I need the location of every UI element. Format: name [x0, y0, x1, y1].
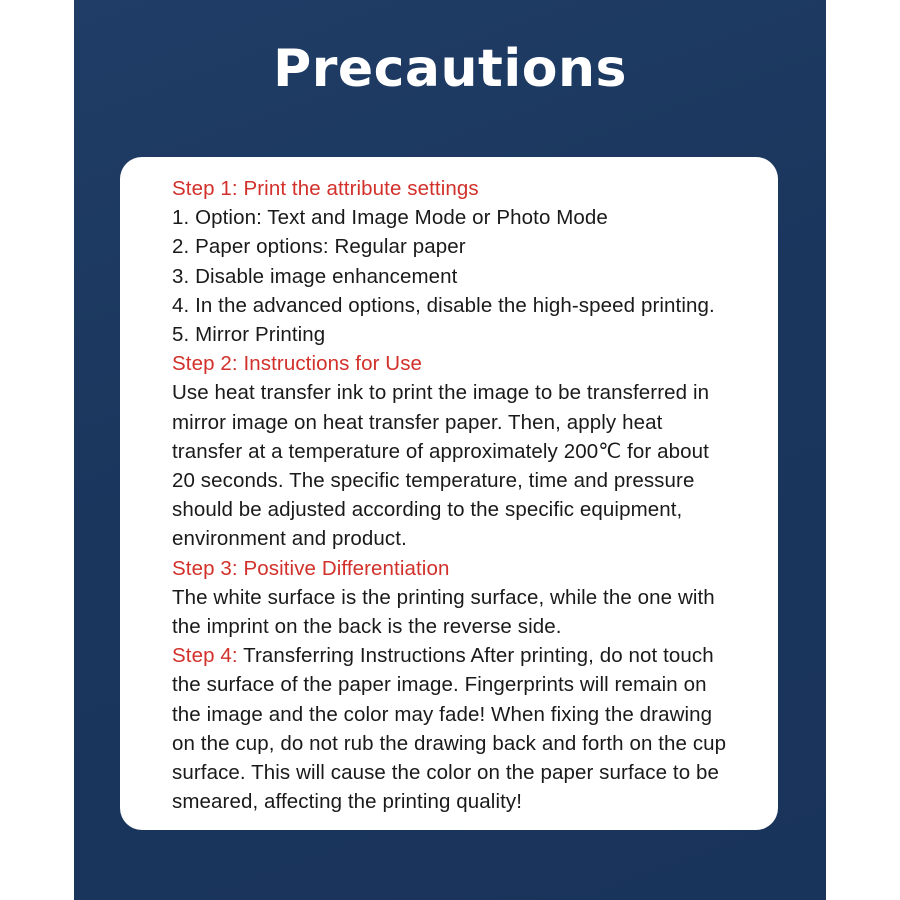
step-4-body-line-5: surface. This will cause the color on the paper surface to be [172, 761, 719, 785]
step-2-body-line-1: Use heat transfer ink to print the image to be transferred in [172, 381, 710, 405]
step-4-heading: Step 4: [172, 644, 238, 668]
step-1-item-1: 1. Option: Text and Image Mode or Photo Mode [172, 206, 608, 230]
step-4-body-line-1: Transferring Instructions After printing, do not touch [237, 644, 714, 668]
precautions-card [120, 157, 778, 830]
step-4-body-line-6: smeared, affecting the printing quality! [172, 790, 523, 814]
step-3-heading: Step 3: Positive Differentiation [172, 556, 450, 580]
step-4-body-line-3: the image and the color may fade! When fixing the drawing [172, 702, 713, 726]
step-3-body-line-1: The white surface is the printing surface, while the one with [172, 585, 715, 609]
step-2-body-line-3: transfer at a temperature of approximately 200℃ for about [172, 439, 709, 463]
step-4-first-line [172, 641, 778, 670]
step-4-body-line-2: the surface of the paper image. Fingerprints will remain on [172, 673, 707, 697]
step-1-item-4: 4. In the advanced options, disable the high-speed printing. [172, 293, 715, 317]
precautions-text [172, 174, 778, 816]
step-2-heading: Step 2: Instructions for Use [172, 352, 423, 376]
step-3-body-line-2: the imprint on the back is the reverse side. [172, 615, 562, 639]
step-1-item-2: 2. Paper options: Regular paper [172, 235, 466, 259]
step-1-item-5: 5. Mirror Printing [172, 323, 326, 347]
step-1-item-3: 3. Disable image enhancement [172, 264, 458, 288]
step-2-body-line-5: should be adjusted according to the specific equipment, [172, 498, 683, 522]
step-1-heading: Step 1: Print the attribute settings [172, 177, 479, 200]
page-title: Precautions [273, 39, 627, 99]
step-2-body-line-4: 20 seconds. The specific temperature, time and pressure [172, 469, 695, 493]
step-2-body-line-6: environment and product. [172, 527, 407, 551]
step-2-body-line-2: mirror image on heat transfer paper. Then, apply heat [172, 410, 663, 434]
step-4-body-line-4: on the cup, do not rub the drawing back and forth on the cup [172, 731, 727, 755]
